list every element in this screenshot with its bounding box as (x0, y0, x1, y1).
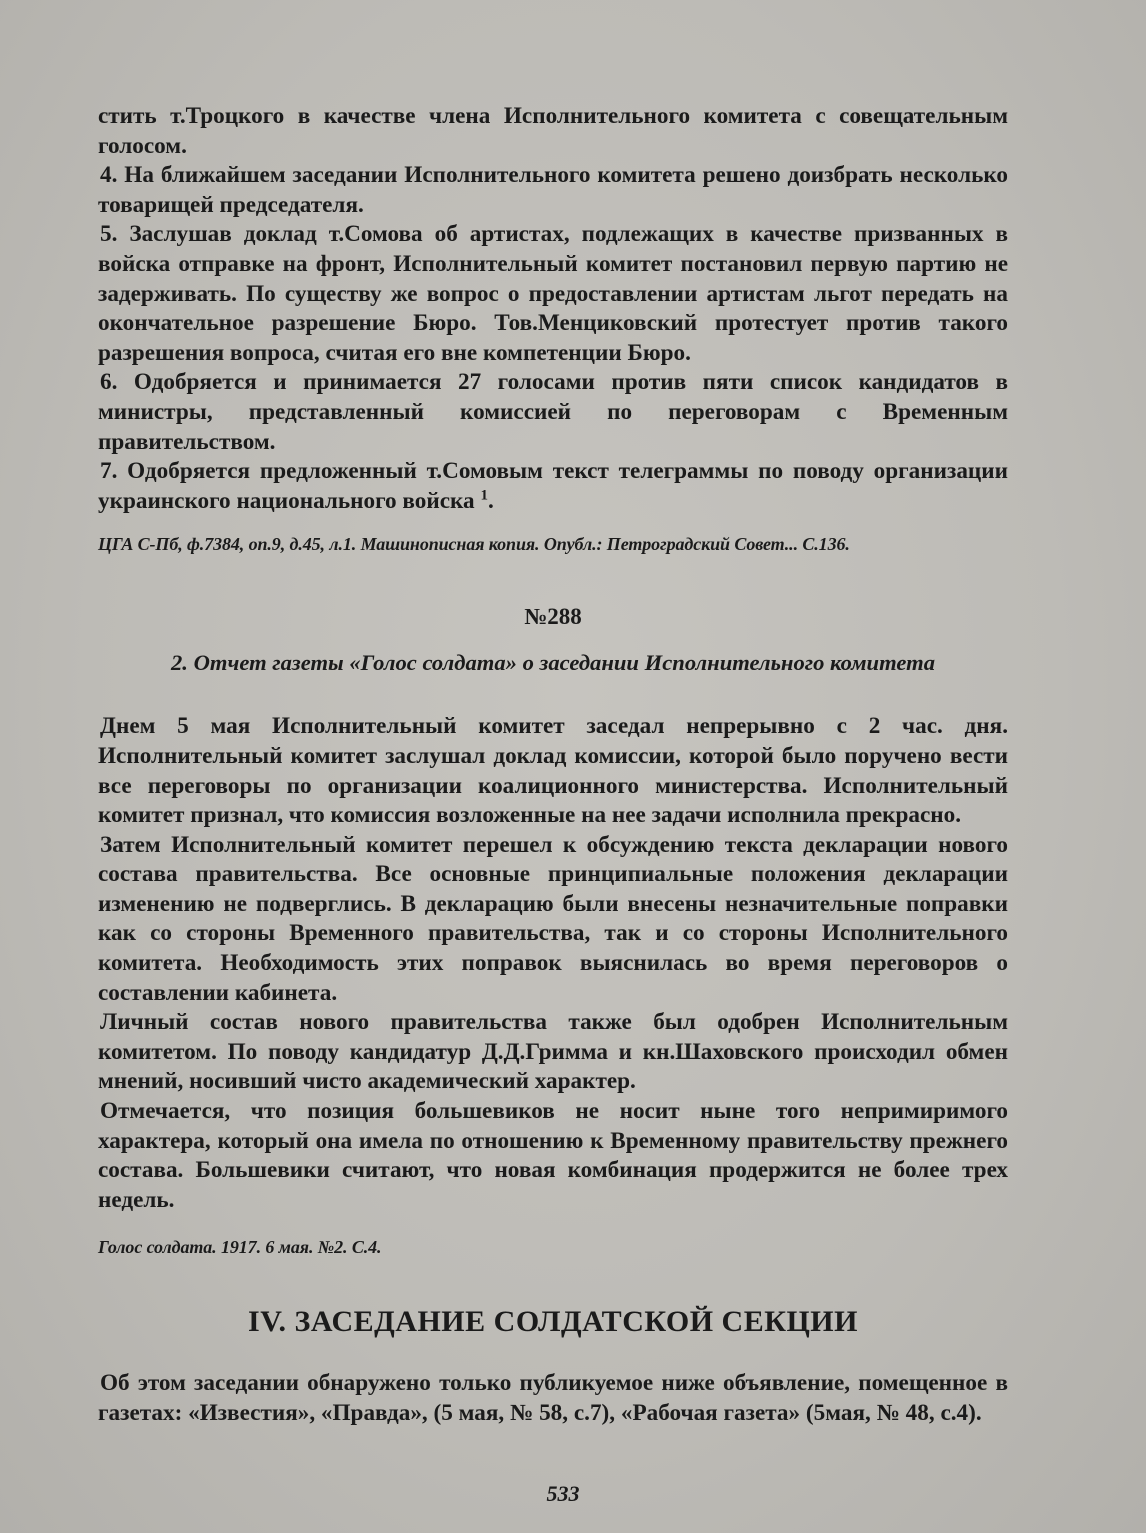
report-paragraph-1: Днем 5 мая Исполнительный комитет заседал непрерывно с 2 час. дня. Исполнительный комитет заслушал доклад комиссии, которой было поручено вести все переговоры по организации коалиционного министерства. Исполнительный комитет признал, что комиссия возложенные на нее задачи исполнила прекрасно. (98, 713, 1008, 829)
report-paragraph-4: Отмечается, что позиция большевиков не носит ныне того непримиримого характера, который она имела по отношению к Временному правительству прежнего состава. Большевики считают, что новая комбинация продержится не более трех недель. (98, 1098, 1008, 1213)
paragraph-item-6: 6. Одобряется и принимается 27 голосами против пяти список кандидатов в министры, представленный комиссией по переговорам с Временным правительством. (98, 369, 1008, 455)
paragraph-item-7 (98, 457, 1008, 516)
section-intro-paragraph: Об этом заседании обнаружено только публикуемое ниже объявление, помещенное в газетах: «Известия», «Правда», (5 мая, № 58, с.7), «Рабочая газета» (5мая, № 48, с.4). (98, 1370, 1008, 1426)
page-number: 533 (546, 1481, 580, 1506)
paragraph-item-7-end: . (487, 487, 494, 514)
document-number: №288 (524, 604, 582, 630)
document-title: 2. Отчет газеты «Голос солдата» о заседании Исполнительного комитета (171, 650, 935, 676)
section-heading: IV. ЗАСЕДАНИЕ СОЛДАТСКОЙ СЕКЦИИ (248, 1305, 858, 1339)
paragraph-item-5: 5. Заслушав доклад т.Сомова об артистах, подлежащих в качестве призванных в войска отправке на фронт, Исполнительный комитет постановил первую партию не задерживать. По существу же вопрос о предоставлении артистам льгот передать на окончательное разрешение Бюро. Тов.Менциковский протестует против такого разрешения вопроса, считая его вне компетенции Бюро. (98, 221, 1008, 366)
newspaper-source-citation: Голос солдата. 1917. 6 мая. №2. С.4. (98, 1237, 382, 1258)
footnote-marker: 1 (480, 486, 488, 503)
paragraph-item-7-text: 7. Одобряется предложенный т.Сомовым текст телеграммы по поводу организации украинского национального войска (98, 458, 1008, 514)
report-paragraph-2: Затем Исполнительный комитет перешел к обсуждению текста декларации нового состава правительства. Все основные принципиальные положения декларации изменению не подверглись. В декларацию были внесены незначительные поправки как со стороны Временного правительства, так и со стороны Исполнительного комитета. Необходимость этих поправок выяснилась во время переговоров о составлении кабинета. (98, 831, 1008, 1006)
archive-source-citation: ЦГА С-Пб, ф.7384, оп.9, д.45, л.1. Машинописная копия. Опубл.: Петроградский Совет... С.136. (98, 534, 850, 555)
paragraph-item-4: 4. На ближайшем заседании Исполнительного комитета решено доизбрать несколько товарищей председателя. (98, 162, 1008, 218)
paragraph-continuation: стить т.Троцкого в качестве члена Исполнительного комитета с совещательным голосом. (98, 103, 1008, 159)
report-paragraph-3: Личный состав нового правительства также был одобрен Исполнительным комитетом. По поводу кандидатур Д.Д.Гримма и кн.Шаховского происходил обмен мнений, носивший чисто академический характер. (98, 1009, 1008, 1095)
